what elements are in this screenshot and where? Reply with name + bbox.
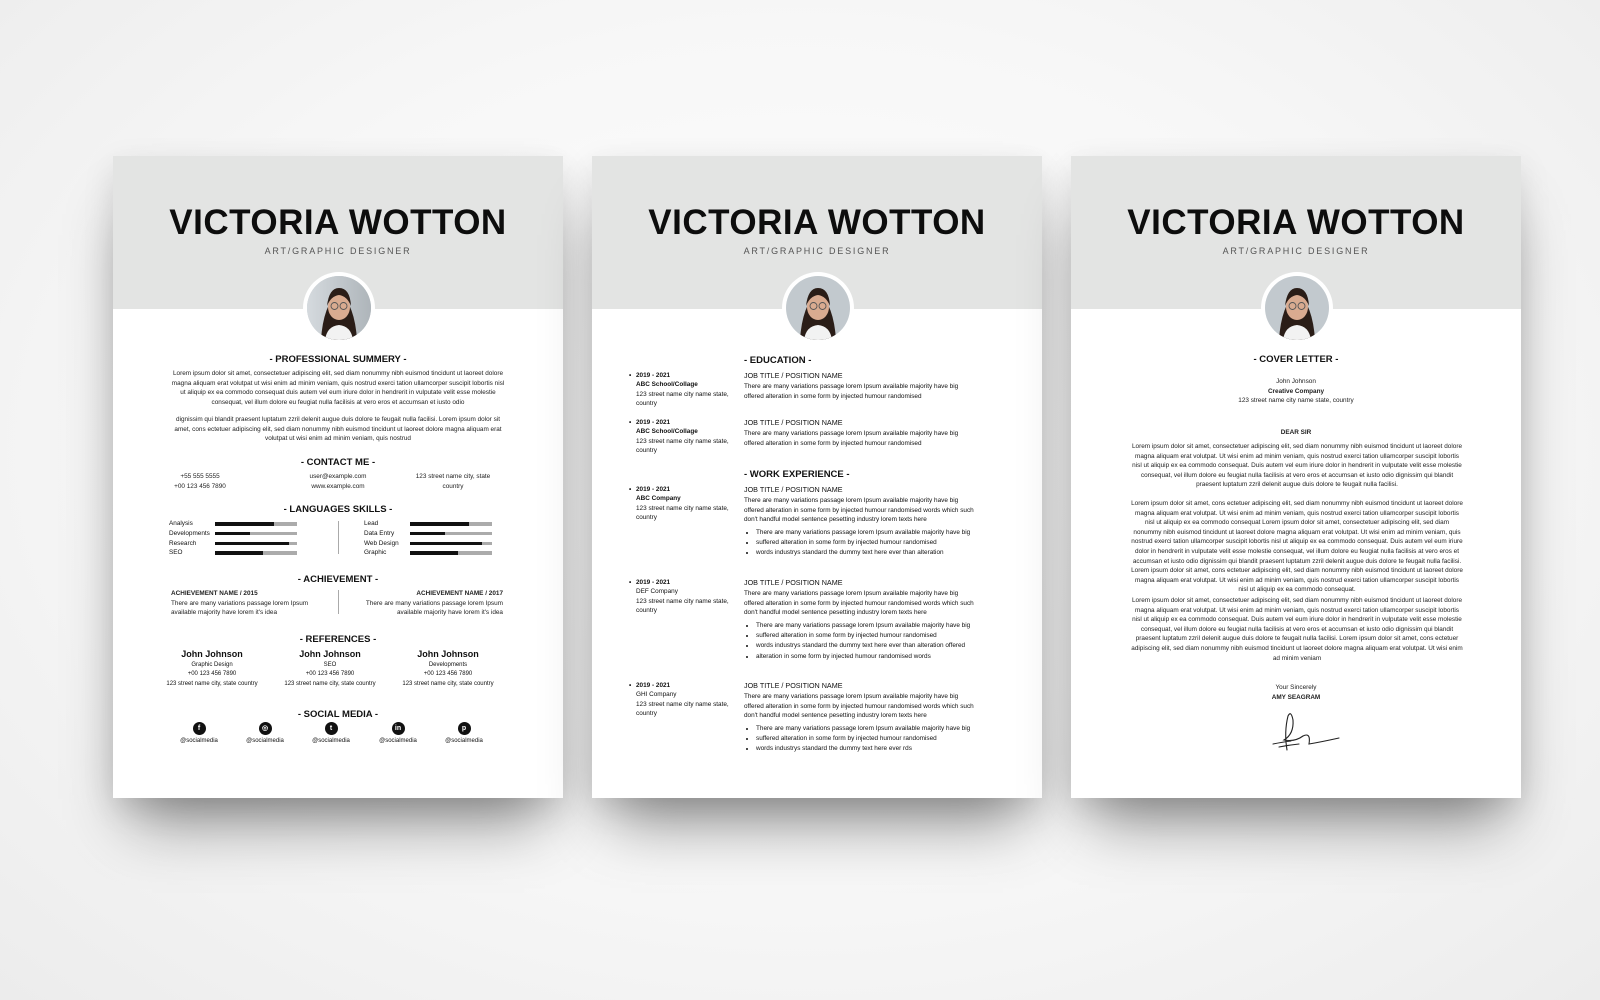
skill-label: Research bbox=[169, 539, 197, 547]
bullet-item: • words industrys standard the dummy text here ever than alteration offered bbox=[756, 641, 979, 651]
skill-label: Web Design bbox=[364, 539, 399, 547]
reference-details bbox=[275, 661, 385, 689]
entry-address: 123 street name city name state, country bbox=[636, 597, 729, 615]
twitter-icon: t bbox=[325, 722, 338, 735]
bullet-item: • words industrys standard the dummy text here ever than alteration bbox=[756, 548, 979, 558]
entry-address: 123 street name city name state, country bbox=[636, 504, 729, 522]
social-handle: @socialmedia bbox=[445, 738, 483, 744]
bullet-item: • suffered alteration in some form by injected humour randomised bbox=[756, 734, 979, 744]
reference-address: 123 street name city, state country bbox=[284, 680, 376, 687]
skill-bar-fill bbox=[215, 522, 274, 526]
reference-details bbox=[393, 661, 503, 689]
entry-title: JOB TITLE / POSITION NAME bbox=[744, 371, 843, 380]
divider bbox=[338, 590, 339, 614]
skill-bar bbox=[215, 542, 297, 546]
references-heading: - REFERENCES - bbox=[299, 634, 377, 645]
skill-bar-fill bbox=[410, 542, 482, 546]
skill-bar bbox=[410, 532, 492, 536]
skill-label: Lead bbox=[364, 520, 379, 527]
entry-meta bbox=[636, 418, 731, 456]
skill-bar-fill bbox=[215, 551, 263, 555]
languages-heading: - LANGUAGES SKILLS - bbox=[283, 504, 393, 515]
bullet-item: • words industrys standard the dummy text here ever rds bbox=[756, 744, 979, 754]
page-title: VICTORIA WOTTON bbox=[1127, 203, 1465, 242]
salutation: DEAR SIR bbox=[1280, 429, 1312, 436]
bullet-item: • There are many variations passage lorem Ipsum available majority have big bbox=[756, 724, 979, 734]
skill-bar bbox=[215, 551, 297, 555]
entry-text: There are many variations passage lorem Ipsum available majority have big offered alteration in some form by injected humour randomised words which such don't handful model sentence pesetting industry lorem texts here bbox=[744, 497, 974, 524]
achievement-heading: - ACHIEVEMENT - bbox=[297, 574, 379, 585]
skill-label: Data Entry bbox=[364, 529, 395, 537]
linkedin-icon: in bbox=[392, 722, 405, 735]
reference-name: John Johnson bbox=[299, 649, 361, 659]
social-item bbox=[301, 722, 361, 744]
social-handle: @socialmedia bbox=[180, 738, 218, 744]
entry-text: There are many variations passage lorem Ipsum available majority have big offered alteration in some form by injected humour randomised words which such don't handful model sentence pesetting industry lorem texts here bbox=[744, 693, 974, 720]
profile-photo bbox=[307, 276, 371, 340]
entry-text: There are many variations passage lorem Ipsum available majority have big offered alteration in some form by injected humour randomised bbox=[744, 430, 959, 447]
entry-title: JOB TITLE / POSITION NAME bbox=[744, 485, 843, 494]
entry-title: JOB TITLE / POSITION NAME bbox=[744, 578, 843, 587]
contact-heading: - CONTACT ME - bbox=[300, 457, 376, 468]
social-heading: - SOCIAL MEDIA - bbox=[297, 709, 379, 720]
social-handle: @socialmedia bbox=[246, 738, 284, 744]
entry-org: DEF Company bbox=[636, 588, 678, 596]
reference-address: 123 street name city, state country bbox=[166, 680, 258, 687]
contact-email: user@example.com www.example.com bbox=[309, 473, 367, 490]
signature bbox=[1269, 708, 1345, 752]
skill-bar-fill bbox=[410, 522, 469, 526]
reference-role: Developments bbox=[428, 662, 468, 668]
letter-paragraph: Lorem ipsum dolor sit amet, consectetuer adipiscing elit, sed diam nonummy nibh euismod tincidunt ut laoreet dolore magna aliquam erat volutpat. Ut wisi enim ad minim veniam, quis nostrud exerci tation ullamcorper suscipit lobortis nisl ut aliquip ex ea commodo consequat. Duis autem vel eum iriure dolor in hendrerit in vulputate velit esse molestie consequat, vel illum dolore eu feugiat nulla facilisis at vero eros et accumsan et iusto odio dignissim qui blandit praesent luptatum zzril delenit augue duis dolore te feugait nulla facilisi. Lorem ipsum dolor sit amet, cons ectetuer adipiscing elit, sed diam nonummy nibh euismod tincidunt ut laoreet dolore magna aliquam erat volutpat. Ut wisi enim ad minim veniam bbox=[1131, 597, 1463, 662]
bullet-item: • There are many variations passage lorem Ipsum available majority have big bbox=[756, 621, 979, 631]
bullet-item: • suffered alteration in some form by injected humour randomised bbox=[756, 631, 979, 641]
avatar bbox=[303, 272, 375, 344]
social-item bbox=[235, 722, 295, 744]
letter-paragraph: Lorem ipsum dolor sit amet, consectetuer adipiscing elit, sed diam nonummy nibh euismod tincidunt ut laoreet dolore magna aliquam erat volutpat. Ut wisi enim ad minim veniam, quis nostrud exerci tation ullamcorper suscipit lobortis nisl ut aliquip ex ea commodo consequat. Duis autem vel eum iriure dolor in hendrerit in vulputate velit esse molestie consequat, vel illum dolore eu feugiat nulla facilisis at vero eros et accumsan et iusto odio dignissim qui blandit praesent luptatum zzril delenit augue duis dolore te feugait nulla facilisi. bbox=[1132, 443, 1462, 489]
entry-text: There are many variations passage lorem Ipsum available majority have big offered alteration in some form by injected humour randomised bbox=[744, 383, 959, 400]
bullet-item: • There are many variations passage lorem Ipsum available majority have big bbox=[756, 528, 979, 538]
social-item bbox=[434, 722, 494, 744]
entry-date: • 2019 - 2021 bbox=[636, 418, 731, 427]
entry-org: ABC School/Collage bbox=[636, 428, 698, 436]
entry-address: 123 street name city name state, country bbox=[636, 437, 729, 455]
profile-photo bbox=[786, 276, 850, 340]
contact-phone: +55 555 5555 +00 123 456 7890 bbox=[174, 473, 226, 490]
reference-phone: +00 123 456 7890 bbox=[423, 671, 473, 678]
skill-bar-fill bbox=[410, 532, 445, 536]
entry-org: ABC School/Collage bbox=[636, 381, 698, 389]
work-heading: - WORK EXPERIENCE - bbox=[744, 469, 850, 480]
experience-page bbox=[592, 156, 1042, 798]
social-item bbox=[169, 722, 229, 744]
skill-bar-fill bbox=[215, 542, 289, 546]
contact-address: 123 street name city, state country bbox=[415, 473, 491, 490]
recipient-block: John Johnson Creative Company 123 street name city name state, country bbox=[1238, 378, 1354, 405]
entry-detail bbox=[744, 578, 979, 662]
entry-org: GHI Company bbox=[636, 691, 677, 699]
avatar bbox=[1261, 272, 1333, 344]
achievement-left: ACHIEVEMENT NAME / 2015 There are many variations passage lorem Ipsum available majority have lorem it's idea bbox=[171, 590, 309, 617]
skill-bar bbox=[215, 532, 297, 536]
entry-date: • 2019 - 2021 bbox=[636, 578, 731, 587]
reference-address: 123 street name city, state country bbox=[402, 680, 494, 687]
skill-bar bbox=[410, 551, 492, 555]
entry-title: JOB TITLE / POSITION NAME bbox=[744, 681, 843, 690]
entry-bullets bbox=[744, 724, 979, 755]
reference-name: John Johnson bbox=[417, 649, 479, 659]
entry-address: 123 street name city name state, country bbox=[636, 700, 729, 718]
divider bbox=[338, 521, 339, 554]
skill-bar bbox=[410, 542, 492, 546]
entry-detail bbox=[744, 485, 979, 559]
letter-paragraph: Lorem ipsum dolor sit amet, cons ectetuer adipiscing elit, sed diam nonummy nibh euismod tincidunt ut laoreet dolore magna aliquam erat volutpat. Ut wisi enim ad minim veniam, quis nostrud exerci tation ullamcorper suscipit lobortis nisl ut aliquip ex ea commodo consequat Lorem ipsum dolor sit amet, consectetuer adipiscing elit, sed diam nonummy nibh euismod tincidunt ut laoreet dolore magna aliquam erat volutpat. Ut wisi enim ad minim veniam, quis nostrud exerci tation ullamcorper suscipit lobortis nisl ut aliquip ex ea commodo consequat. Duis autem vel eum iriure dolor in hendrerit in vulputate velit esse molestie consequat, vel illum dolore eu feugiat nulla facilisis at vero eros et accumsan et iusto odio dignissim qui blandit praesent luptatum zzril delenit augue duis dolore te feugait nulla facilisi. Lorem ipsum dolor sit amet, cons ectetuer adipiscing elit, sed diam nonummy nibh euismod tincidunt ut laoreet dolore magna aliquam erat volutpat. Ut wisi enim ad minim veniam, quis nostrud exerci tation ullamcorper suscipit lobortis nisl ut aliquip ex ea commodo consequat. bbox=[1131, 500, 1463, 594]
closing-block: Your Sincerely AMY SEAGRAM bbox=[1271, 684, 1321, 701]
summary-paragraph: Lorem ipsum dolor sit amet, consectetuer adipiscing elit, sed diam nonummy nibh euismod tincidunt ut laoreet dolore magna aliquam erat volutpat ut wisi enim ad minim veniam, quis nostrud exerci tation ullamcorper suscipit lobortis nisl ut aliquip ex ea commodo consequat duis autem vel eum iriure dolor in hendrerit in vulputate velit esse molestie consequat, vel illum dolore eu feugiat nulla facilisis at vero eros et accumsan et iusto odio bbox=[171, 370, 505, 406]
skill-label: Graphic bbox=[364, 549, 387, 557]
entry-detail bbox=[744, 371, 979, 401]
reference-phone: +00 123 456 7890 bbox=[187, 671, 237, 678]
bullet-item: • suffered alteration in some form by injected humour randomised bbox=[756, 538, 979, 548]
bullet-item: • alteration in some form by injected humour randomised words bbox=[756, 652, 979, 662]
entry-meta bbox=[636, 371, 731, 409]
entry-meta bbox=[636, 578, 731, 616]
page-title: VICTORIA WOTTON bbox=[648, 203, 986, 242]
entry-bullets bbox=[744, 621, 979, 663]
entry-bullets bbox=[744, 528, 979, 559]
pinterest-icon: p bbox=[458, 722, 471, 735]
entry-address: 123 street name city name state, country bbox=[636, 390, 729, 408]
skill-bar-fill bbox=[410, 551, 458, 555]
skill-label: SEO bbox=[169, 549, 183, 557]
entry-title: JOB TITLE / POSITION NAME bbox=[744, 418, 843, 427]
job-role: ART/GRAPHIC DESIGNER bbox=[264, 246, 412, 256]
skill-label: Analysis bbox=[169, 520, 193, 527]
facebook-icon: f bbox=[193, 722, 206, 735]
social-handle: @socialmedia bbox=[379, 738, 417, 744]
instagram-icon: ◎ bbox=[259, 722, 272, 735]
summary-heading: - PROFESSIONAL SUMMERY - bbox=[269, 354, 407, 365]
job-role: ART/GRAPHIC DESIGNER bbox=[743, 246, 891, 256]
skill-bar-fill bbox=[215, 532, 250, 536]
reference-role: Graphic Design bbox=[191, 662, 233, 668]
entry-meta bbox=[636, 485, 731, 523]
entry-detail bbox=[744, 681, 979, 755]
job-role: ART/GRAPHIC DESIGNER bbox=[1222, 246, 1370, 256]
achievement-right: ACHIEVEMENT NAME / 2017 There are many variations passage lorem Ipsum available majority have lorem it's idea bbox=[365, 590, 503, 617]
entry-meta bbox=[636, 681, 731, 719]
social-handle: @socialmedia bbox=[312, 738, 350, 744]
reference-role: SEO bbox=[323, 662, 337, 668]
entry-detail bbox=[744, 418, 979, 448]
cover-letter-page bbox=[1071, 156, 1521, 798]
skill-bar bbox=[410, 522, 492, 526]
resume-page bbox=[113, 156, 563, 798]
skill-bar bbox=[215, 522, 297, 526]
entry-date: • 2019 - 2021 bbox=[636, 681, 731, 690]
avatar bbox=[782, 272, 854, 344]
page-title: VICTORIA WOTTON bbox=[169, 203, 507, 242]
reference-details bbox=[157, 661, 267, 689]
reference-name: John Johnson bbox=[181, 649, 243, 659]
social-item bbox=[368, 722, 428, 744]
education-heading: - EDUCATION - bbox=[744, 355, 812, 366]
entry-text: There are many variations passage lorem Ipsum available majority have big offered alteration in some form by injected humour randomised words which such don't handful model sentence pesetting industry lorem texts here bbox=[744, 590, 974, 617]
reference-phone: +00 123 456 7890 bbox=[305, 671, 355, 678]
entry-org: ABC Company bbox=[636, 495, 681, 503]
summary-paragraph: dignissim qui blandit praesent luptatum zzril delenit augue duis dolore te feugait nulla facilisi. Lorem ipsum dolor sit amet, cons ectetuer adipiscing elit, sed diam nonummy nibh euismod tincidunt ut laoreet dolore magna aliquam erat volutpat ut wisi enim ad minim veniam, quis nostrud bbox=[174, 416, 502, 443]
cover-heading: - COVER LETTER - bbox=[1253, 354, 1339, 365]
skill-label: Developments bbox=[169, 529, 210, 537]
profile-photo bbox=[1265, 276, 1329, 340]
entry-date: • 2019 - 2021 bbox=[636, 371, 731, 380]
entry-date: • 2019 - 2021 bbox=[636, 485, 731, 494]
